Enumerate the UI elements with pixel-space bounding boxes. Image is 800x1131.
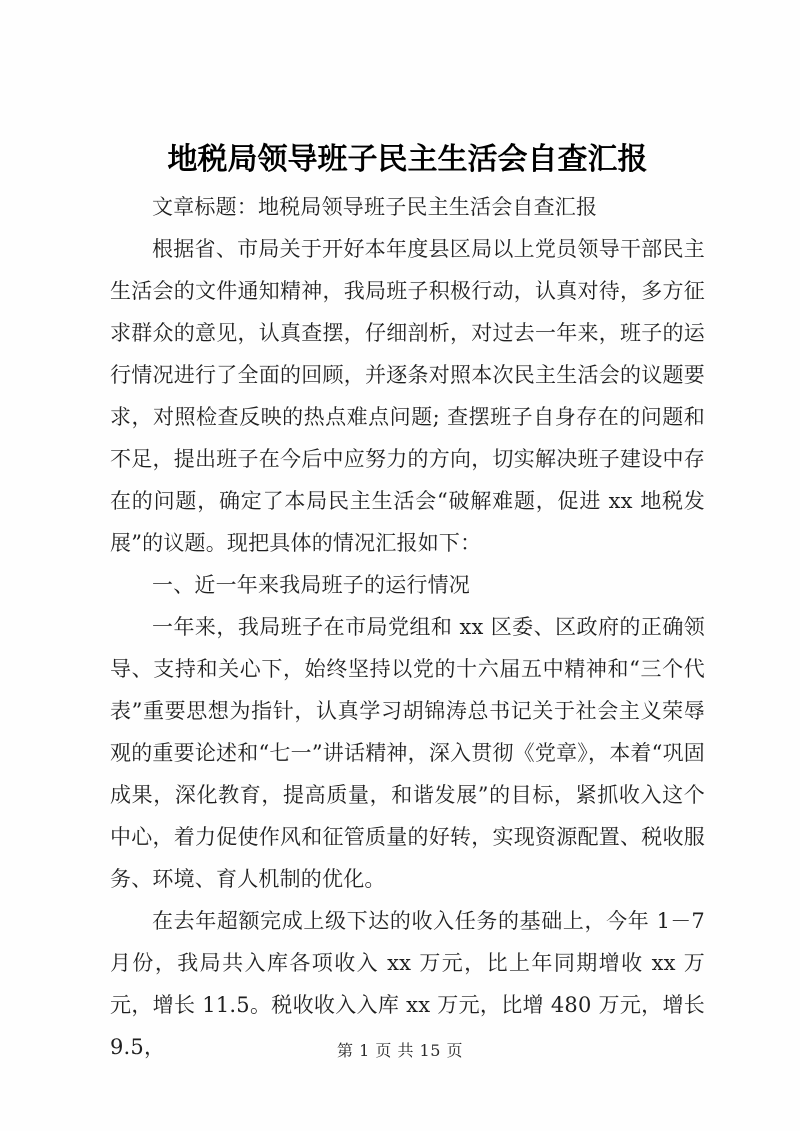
page-footer	[0, 1040, 800, 1062]
document-title: 地税局领导班子民主生活会自查汇报	[167, 142, 648, 177]
paragraph-revenue: 在去年超额完成上级下达的收入任务的基础上，今年 1－7 月份，我局共入库各项收入 xx 万元，比上年同期增收 xx 万元，增长 11.5。税收收入入库 xx 万元，比增 480 万元，增长 9.5，	[110, 909, 705, 1059]
paragraph-intro: 根据省、市局关于开好本年度县区局以上党员领导干部民主生活会的文件通知精神，我局班子积极行动，认真对待，多方征求群众的意见，认真查摆，仔细剖析，对过去一年来，班子的运行情况进行了全面的回顾，并逐条对照本次民主生活会的议题要求，对照检查反映的热点难点问题; 查摆班子自身存在的问题和不足，提出班子在今后中应努力的方向，切实解决班子建设中存在的问题，确定了本局民主生活会“破解难题，促进 xx 地税发展”的议题。现把具体的情况汇报如下：	[110, 237, 705, 555]
paragraph-section-heading: 一、近一年来我局班子的运行情况	[152, 573, 470, 597]
page-number-label: 第 1 页 共 15 页	[337, 1041, 463, 1060]
paragraph-section-body: 一年来，我局班子在市局党组和 xx 区委、区政府的正确领导、支持和关心下，始终坚持以党的十六届五中精神和“三个代表”重要思想为指针，认真学习胡锦涛总书记关于社会主义荣辱观的重要论述和“七一”讲话精神，深入贯彻《党章》，本着“巩固成果，深化教育，提高质量，和谐发展”的目标，紧抓收入这个中心，着力促使作风和征管质量的好转，实现资源配置、税收服务、环境、育人机制的优化。	[110, 615, 705, 891]
paragraph-article-label: 文章标题：地税局领导班子民主生活会自查汇报	[152, 195, 598, 219]
document-body	[110, 186, 705, 1068]
